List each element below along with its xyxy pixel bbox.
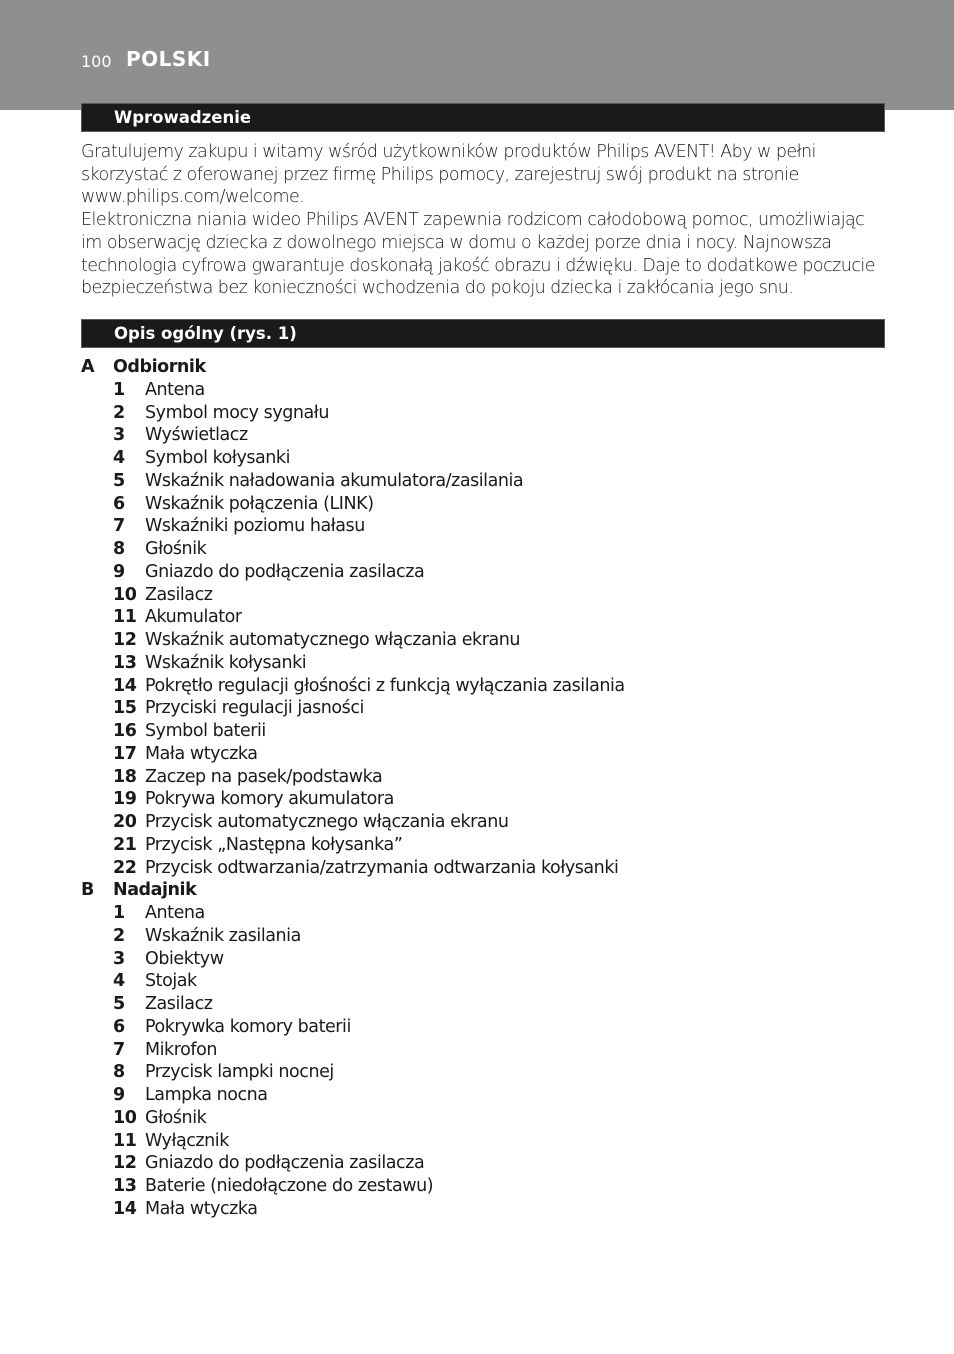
item-label: Gniazdo do podłączenia zasilacza (145, 1153, 425, 1174)
item-label: Wskaźnik naładowania akumulatora/zasilania (145, 470, 524, 491)
item-label: Wskaźnik kołysanki (145, 652, 307, 673)
list-item (81, 402, 887, 425)
list-item (81, 424, 887, 447)
item-number: 16 (113, 721, 137, 741)
item-number: 9 (113, 1085, 125, 1105)
item-number: 4 (113, 971, 125, 992)
list-item (81, 834, 887, 857)
intro-paragraph-1: Gratulujemy zakupu i witamy wśród użytkowników produktów Philips AVENT! Aby w pełni skorzystać z oferowanej przez firmę Philips pomocy, zarejestruj swój produkt na stronie www.philips.com/welcome. (81, 142, 816, 208)
item-label: Wskaźniki poziomu hałasu (145, 516, 365, 537)
list-item (81, 766, 887, 789)
list-item (81, 1152, 887, 1175)
group-heading (81, 879, 887, 902)
item-number: 7 (113, 1039, 125, 1060)
item-label: Wyświetlacz (145, 425, 248, 446)
item-number: 3 (113, 425, 125, 446)
group-heading (81, 356, 887, 379)
item-label: Antena (145, 379, 205, 400)
item-label: Symbol mocy sygnału (145, 402, 329, 423)
item-label: Wskaźnik połączenia (LINK) (145, 493, 374, 514)
item-label: Przycisk odtwarzania/zatrzymania odtwarzania kołysanki (145, 857, 619, 878)
item-label: Głośnik (145, 539, 207, 559)
item-number: 4 (113, 448, 125, 468)
item-label: Przycisk automatycznego włączania ekranu (145, 812, 509, 832)
item-number: 14 (113, 1198, 137, 1219)
item-number: 1 (113, 903, 125, 923)
list-item (81, 1084, 887, 1107)
list-item (81, 493, 887, 516)
list-item (81, 970, 887, 993)
list-item (81, 584, 887, 607)
item-label: Mała wtyczka (145, 743, 258, 764)
item-label: Akumulator (145, 607, 242, 628)
list-item (81, 720, 887, 743)
item-label: Mała wtyczka (145, 1198, 258, 1219)
list-item (81, 788, 887, 811)
section-heading-intro (81, 103, 885, 132)
group-title: Odbiornik (113, 357, 206, 377)
item-number: 8 (113, 539, 125, 559)
list-item (81, 675, 887, 698)
list-item (81, 993, 887, 1016)
item-number: 6 (113, 1016, 125, 1037)
item-number: 19 (113, 789, 137, 810)
list-item (81, 902, 887, 925)
list-item (81, 1198, 887, 1221)
item-number: 8 (113, 1062, 125, 1083)
item-label: Stojak (145, 971, 197, 992)
item-label: Obiektyw (145, 948, 224, 969)
page-header-band (0, 0, 954, 110)
item-label: Antena (145, 903, 205, 923)
item-number: 22 (113, 857, 137, 878)
item-number: 11 (113, 1130, 137, 1151)
group-letter: B (81, 880, 94, 901)
item-label: Wskaźnik zasilania (145, 925, 301, 946)
item-number: 18 (113, 766, 137, 787)
list-item (81, 1061, 887, 1084)
item-number: 20 (113, 812, 137, 832)
item-number: 5 (113, 994, 125, 1014)
section-heading-overview-text: Opis ogólny (rys. 1) (114, 324, 297, 343)
item-number: 14 (113, 675, 137, 696)
item-number: 6 (113, 493, 125, 514)
item-label: Głośnik (145, 1107, 207, 1128)
list-item (81, 652, 887, 675)
list-item (81, 515, 887, 538)
language-title: POLSKI (126, 47, 211, 71)
group-title: Nadajnik (113, 880, 197, 901)
list-item (81, 1175, 887, 1198)
item-number: 2 (113, 925, 125, 946)
item-number: 11 (113, 607, 137, 628)
item-label: Pokrętło regulacji głośności z funkcją wyłączania zasilania (145, 675, 625, 696)
item-label: Symbol baterii (145, 721, 266, 741)
list-item (81, 948, 887, 971)
list-item (81, 1130, 887, 1153)
item-number: 7 (113, 516, 125, 537)
item-label: Symbol kołysanki (145, 448, 291, 468)
item-label: Pokrywka komory baterii (145, 1016, 351, 1037)
list-item (81, 811, 887, 834)
list-item (81, 447, 887, 470)
item-number: 12 (113, 1153, 137, 1174)
item-label: Zasilacz (145, 994, 213, 1014)
list-item (81, 606, 887, 629)
item-label: Zasilacz (145, 584, 213, 605)
item-label: Pokrywa komory akumulatora (145, 789, 394, 810)
item-label: Mikrofon (145, 1039, 217, 1060)
item-number: 13 (113, 652, 137, 673)
item-label: Przycisk „Następna kołysanka” (145, 834, 403, 855)
item-number: 2 (113, 402, 125, 423)
item-number: 10 (113, 1107, 137, 1128)
item-label: Zaczep na pasek/podstawka (145, 766, 383, 787)
list-item (81, 1039, 887, 1062)
item-number: 15 (113, 698, 137, 719)
section-heading-overview (81, 319, 885, 348)
item-number: 5 (113, 470, 125, 491)
list-item (81, 857, 887, 880)
list-item (81, 1016, 887, 1039)
item-label: Baterie (niedołączone do zestawu) (145, 1176, 434, 1196)
intro-paragraph-2: Elektroniczna niania wideo Philips AVENT zapewnia rodzicom całodobową pomoc, umożliwiając im obserwację dziecka z dowolnego miejsca w domu o każdej porze dnia i nocy. Najnowsza technologia cyfrowa gwarantuje doskonałą jakość obrazu i dźwięku. Daje to dodatkowe poczucie bezpieczeństwa bez konieczności wchodzenia do pokoju dziecka i zakłócania jego snu. (81, 210, 875, 299)
item-label: Wyłącznik (145, 1130, 229, 1151)
list-item (81, 1107, 887, 1130)
item-number: 13 (113, 1176, 137, 1196)
list-item (81, 743, 887, 766)
intro-text (81, 141, 887, 300)
item-number: 21 (113, 834, 137, 855)
list-item (81, 629, 887, 652)
item-number: 10 (113, 584, 137, 605)
list-item (81, 925, 887, 948)
page-number: 100 (81, 52, 112, 71)
item-number: 3 (113, 948, 125, 969)
list-item (81, 538, 887, 561)
item-number: 1 (113, 379, 125, 400)
list-item (81, 697, 887, 720)
group-letter: A (81, 357, 95, 377)
list-item (81, 379, 887, 402)
item-label: Lampka nocna (145, 1085, 268, 1105)
section-heading-intro-text: Wprowadzenie (114, 108, 252, 127)
item-label: Wskaźnik automatycznego włączania ekranu (145, 630, 521, 650)
item-label: Przyciski regulacji jasności (145, 698, 364, 719)
item-label: Przycisk lampki nocnej (145, 1062, 334, 1083)
parts-list (81, 356, 887, 1221)
list-item (81, 470, 887, 493)
item-label: Gniazdo do podłączenia zasilacza (145, 561, 425, 582)
item-number: 9 (113, 561, 125, 582)
list-item (81, 561, 887, 584)
item-number: 17 (113, 743, 137, 764)
item-number: 12 (113, 630, 137, 650)
